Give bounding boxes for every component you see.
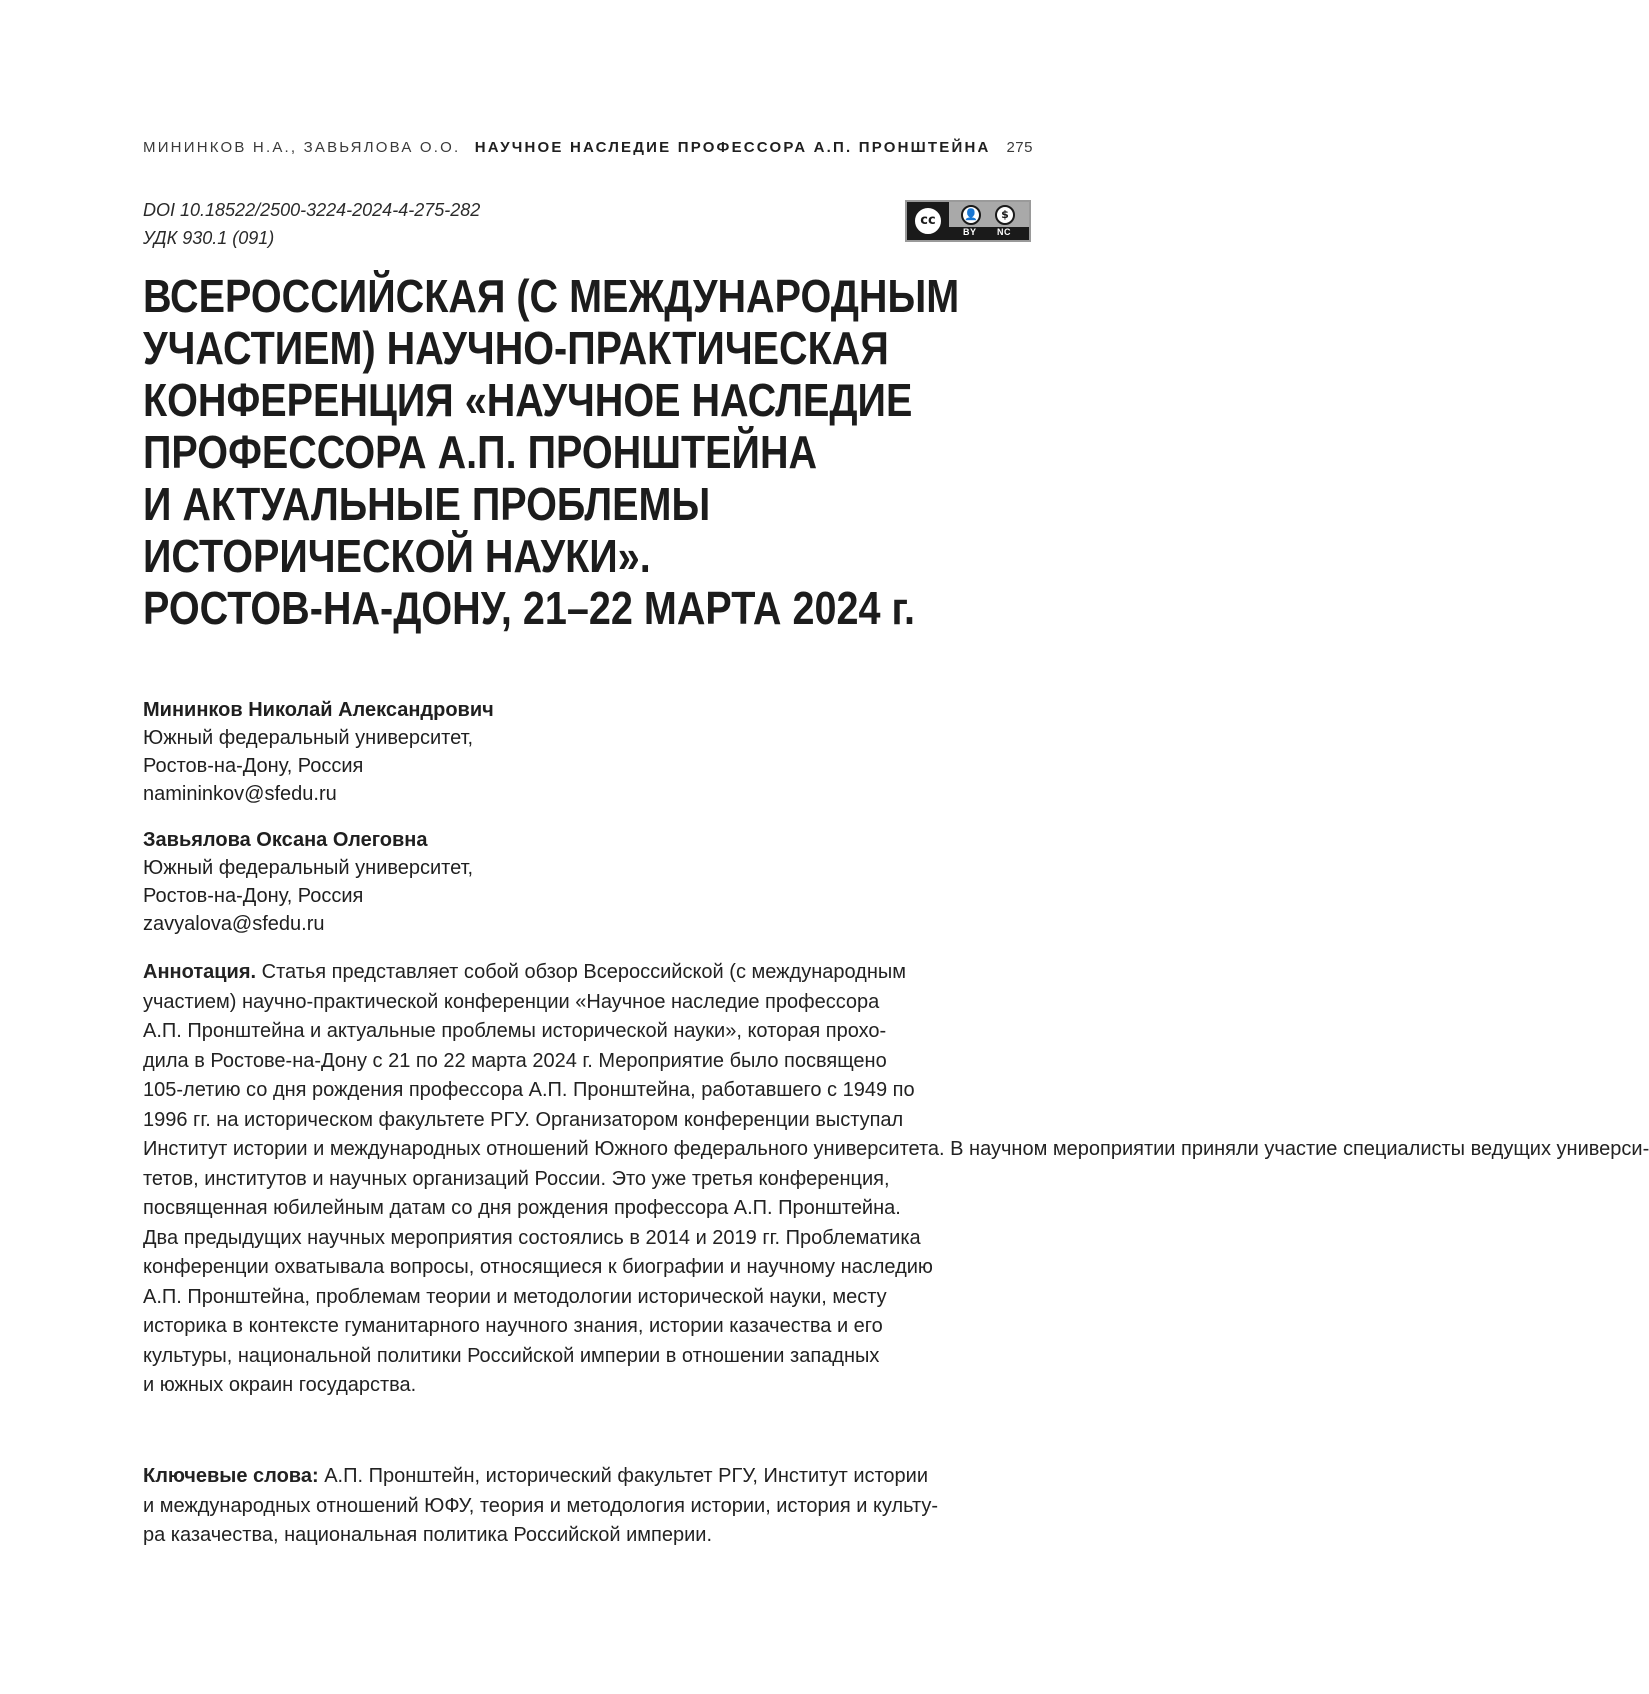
cc-by-nc-license-badge[interactable] (905, 200, 1031, 242)
title-line: РОСТОВ-НА-ДОНУ, 21–22 МАРТА 2024 г. (143, 582, 1033, 634)
article-title (143, 270, 1033, 634)
keywords-line: и международных отношений ЮФУ, теория и методология истории, история и культу- (143, 1492, 938, 1522)
abstract-line: А.П. Пронштейна, проблемам теории и методологии исторической науки, месту (143, 1283, 1649, 1313)
abstract-line: А.П. Пронштейна и актуальные проблемы исторической науки», которая прохо- (143, 1017, 1649, 1047)
running-head-title: НАУЧНОЕ НАСЛЕДИЕ ПРОФЕССОРА А.П. ПРОНШТЕЙНА (475, 139, 991, 156)
abstract-line: 105-летию со дня рождения профессора А.П. Пронштейна, работавшего с 1949 по (143, 1076, 1649, 1106)
author-email[interactable]: zavyalova@sfedu.ru (143, 910, 473, 938)
author-location: Ростов-на-Дону, Россия (143, 882, 473, 910)
title-line: И АКТУАЛЬНЫЕ ПРОБЛЕМЫ (143, 478, 1033, 530)
title-line: УЧАСТИЕМ) НАУЧНО-ПРАКТИЧЕСКАЯ (143, 322, 1033, 374)
abstract-line: участием) научно-практической конференции «Научное наследие профессора (143, 988, 1649, 1018)
abstract-line: конференции охватывала вопросы, относящиеся к биографии и научному наследию (143, 1253, 1649, 1283)
no-dollar-icon: $ (995, 205, 1015, 225)
title-line: ВСЕРОССИЙСКАЯ (С МЕЖДУНАРОДНЫМ (143, 270, 1033, 322)
abstract (143, 958, 1649, 1401)
journal-page (143, 0, 1033, 1694)
abstract-line: 1996 гг. на историческом факультете РГУ. Организатором конференции выступал (143, 1106, 1649, 1136)
author-location: Ростов-на-Дону, Россия (143, 752, 494, 780)
running-head-authors: МИНИНКОВ Н.А., ЗАВЬЯЛОВА О.О. (143, 139, 460, 156)
title-line: ИСТОРИЧЕСКОЙ НАУКИ». (143, 530, 1033, 582)
cc-icon: cc (912, 205, 944, 237)
page-number: 275 (1006, 139, 1033, 156)
abstract-line: тетов, институтов и научных организаций России. Это уже третья конференция, (143, 1165, 1649, 1195)
author-email[interactable]: namininkov@sfedu.ru (143, 780, 494, 808)
author-name: Завьялова Оксана Олеговна (143, 826, 473, 854)
abstract-line: посвященная юбилейным датам со дня рождения профессора А.П. Пронштейна. (143, 1194, 1649, 1224)
abstract-line: и южных окраин государства. (143, 1371, 1649, 1401)
keywords (143, 1462, 938, 1551)
abstract-line: культуры, национальной политики Российской империи в отношении западных (143, 1342, 1649, 1372)
keywords-line: ра казачества, национальная политика Российской империи. (143, 1521, 938, 1551)
keywords-first-line: А.П. Пронштейн, исторический факультет РГУ, Институт истории (324, 1465, 928, 1487)
author-name: Мининков Николай Александрович (143, 696, 494, 724)
keywords-label: Ключевые слова: (143, 1465, 319, 1487)
abstract-label: Аннотация. (143, 961, 256, 983)
abstract-line: дила в Ростове-на-Дону с 21 по 22 марта 2024 г. Мероприятие было посвящено (143, 1047, 1649, 1077)
abstract-line: Институт истории и международных отношений Южного федерального университета. В научном мероприятии приняли участие специалисты ведущих универси- (143, 1135, 1649, 1165)
person-icon: 👤 (961, 205, 981, 225)
license-nc-label: NC (997, 227, 1011, 237)
author-affiliation: Южный федеральный университет, (143, 854, 473, 882)
license-by-label: BY (963, 227, 977, 237)
keywords-line (143, 1462, 938, 1492)
article-meta (143, 196, 480, 252)
author-block-mininkov (143, 696, 494, 808)
running-head (143, 139, 1033, 156)
abstract-line: историка в контексте гуманитарного научного знания, истории казачества и его (143, 1312, 1649, 1342)
abstract-line: Два предыдущих научных мероприятия состоялись в 2014 и 2019 гг. Проблематика (143, 1224, 1649, 1254)
udk-code: УДК 930.1 (091) (143, 224, 480, 252)
author-affiliation: Южный федеральный университет, (143, 724, 494, 752)
abstract-first-line: Статья представляет собой обзор Всероссийской (с международным (262, 961, 906, 983)
author-block-zavyalova (143, 826, 473, 938)
title-line: ПРОФЕССОРА А.П. ПРОНШТЕЙНА (143, 426, 1033, 478)
title-line: КОНФЕРЕНЦИЯ «НАУЧНОЕ НАСЛЕДИЕ (143, 374, 1033, 426)
doi-link[interactable]: DOI 10.18522/2500-3224-2024-4-275-282 (143, 196, 480, 224)
abstract-line (143, 958, 1649, 988)
